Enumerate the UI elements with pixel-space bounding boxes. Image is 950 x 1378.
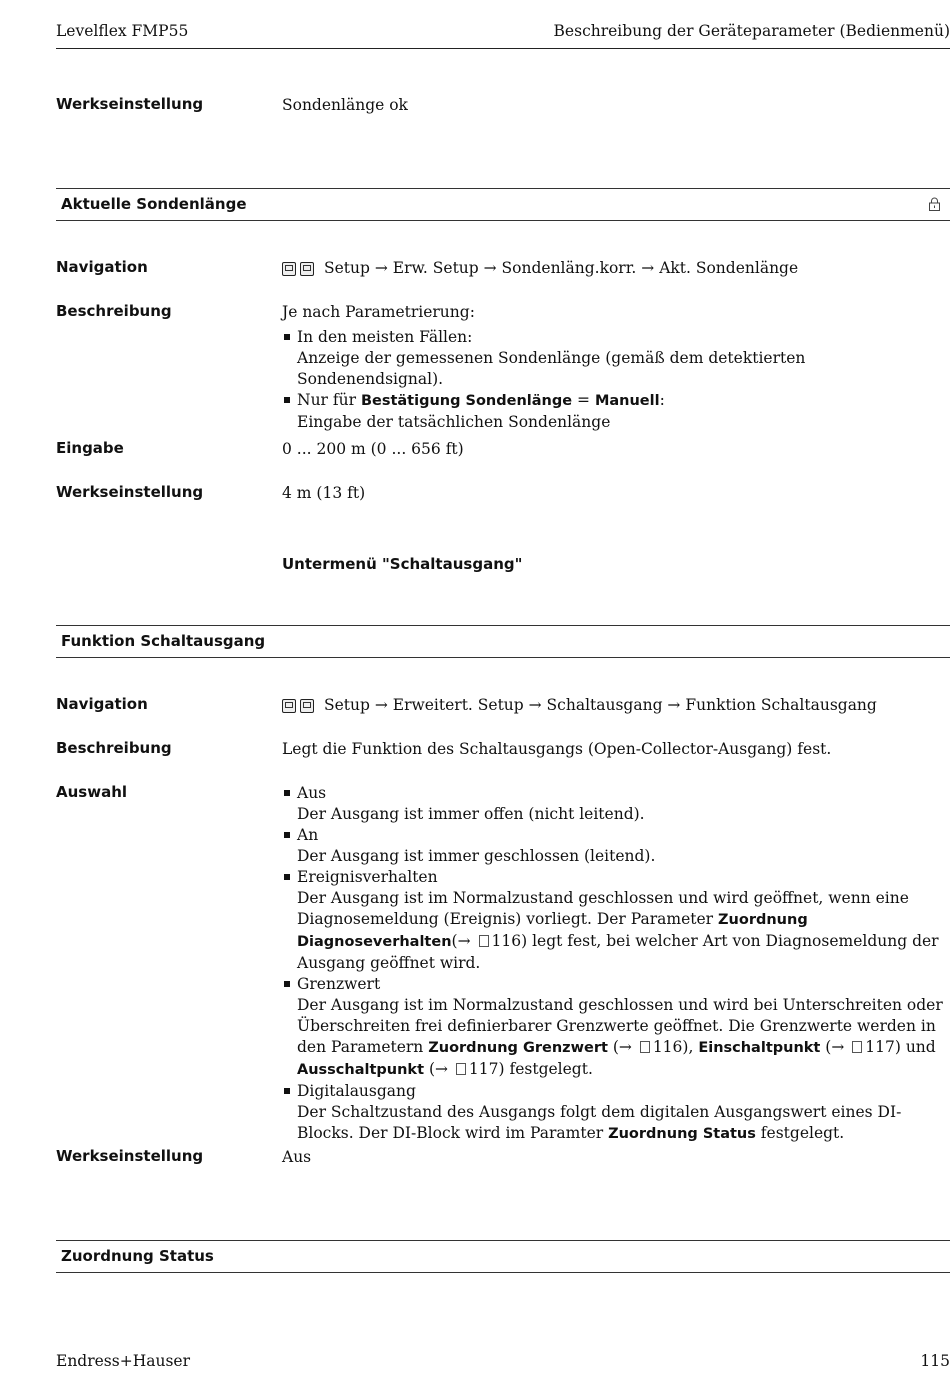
display-operation-icon: [282, 699, 296, 713]
option-list: [282, 783, 950, 1145]
submenu-heading: Untermenü "Schaltausgang": [282, 555, 523, 573]
option-aus: Aus Der Ausgang ist immer offen (nicht leitend).: [282, 783, 950, 825]
computer-operation-icon: [300, 699, 314, 713]
page-reference-icon: [640, 1041, 650, 1053]
page-number: 115: [920, 1352, 950, 1370]
description-label: Beschreibung: [56, 739, 172, 757]
nav-path: Setup → Erw. Setup → Sondenläng.korr. → Akt. Sondenlänge: [324, 259, 799, 277]
page-reference-icon: [479, 935, 489, 947]
computer-operation-icon: [300, 262, 314, 276]
footer-company: Endress+Hauser: [56, 1352, 190, 1370]
list-item: In den meisten Fällen: Anzeige der gemessenen Sondenlänge (gemäß dem detektierten Sondenendsignal).: [282, 327, 950, 390]
selection-label: Auswahl: [56, 783, 128, 801]
nav-path: Setup → Erweitert. Setup → Schaltausgang → Funktion Schaltausgang: [324, 696, 877, 714]
section-title: Aktuelle Sondenlänge: [61, 195, 247, 213]
page-reference-icon: [456, 1063, 466, 1075]
input-label: Eingabe: [56, 439, 124, 457]
default-label: Werkseinstellung: [56, 95, 204, 113]
description-label: Beschreibung: [56, 302, 172, 320]
lock-icon: [929, 197, 940, 211]
option-grenzwert: Grenzwert Der Ausgang ist im Normalzustand geschlossen und wird bei Unterschreiten oder Überschreiten frei definierbarer Grenzwerte geöffnet. Die Grenzwerte werden in den Parametern Zuordnung Grenzwert (→ 116), Einschaltpunkt (→ 117) und Ausschaltpunkt (→ 117) festgelegt.: [282, 974, 950, 1081]
description-list: [282, 327, 950, 433]
default-value: 4 m (13 ft): [282, 484, 366, 502]
default-value: Aus: [282, 1148, 312, 1166]
section-zuordnung-status: [56, 1240, 950, 1273]
section-title: Zuordnung Status: [61, 1247, 214, 1265]
description-intro: Je nach Parametrierung:: [282, 303, 475, 321]
section-aktuelle-sondenlaenge: [56, 188, 950, 221]
header-product: Levelflex FMP55: [56, 22, 189, 40]
section-title: Funktion Schaltausgang: [61, 632, 266, 650]
default-label: Werkseinstellung: [56, 483, 204, 501]
default-value: Sondenlänge ok: [282, 96, 408, 114]
section-funktion-schaltausgang: [56, 625, 950, 658]
page-header: [56, 22, 950, 49]
default-label: Werkseinstellung: [56, 1147, 204, 1165]
option-digitalausgang: Digitalausgang Der Schaltzustand des Ausgangs folgt dem digitalen Ausgangswert eines DI-Blocks. Der DI-Block wird im Paramter Zuordnung Status festgelegt.: [282, 1081, 950, 1145]
option-an: An Der Ausgang ist immer geschlossen (leitend).: [282, 825, 950, 867]
nav-label: Navigation: [56, 258, 148, 276]
list-item: Nur für Bestätigung Sondenlänge = Manuell: Eingabe der tatsächlichen Sondenlänge: [282, 390, 950, 433]
header-chapter: Beschreibung der Geräteparameter (Bedienmenü): [553, 22, 950, 40]
display-operation-icon: [282, 262, 296, 276]
nav-label: Navigation: [56, 695, 148, 713]
option-ereignisverhalten: Ereignisverhalten Der Ausgang ist im Normalzustand geschlossen und wird geöffnet, wenn eine Diagnosemeldung (Ereignis) vorliegt. Der Parameter Zuordnung Diagnoseverhalten(→ 116) legt fest, bei welcher Art von Diagnosemeldung der Ausgang geöffnet wird.: [282, 867, 950, 974]
input-range: 0 ... 200 m (0 ... 656 ft): [282, 440, 464, 458]
page-reference-icon: [852, 1041, 862, 1053]
description-text: Legt die Funktion des Schaltausgangs (Open-Collector-Ausgang) fest.: [282, 740, 832, 758]
